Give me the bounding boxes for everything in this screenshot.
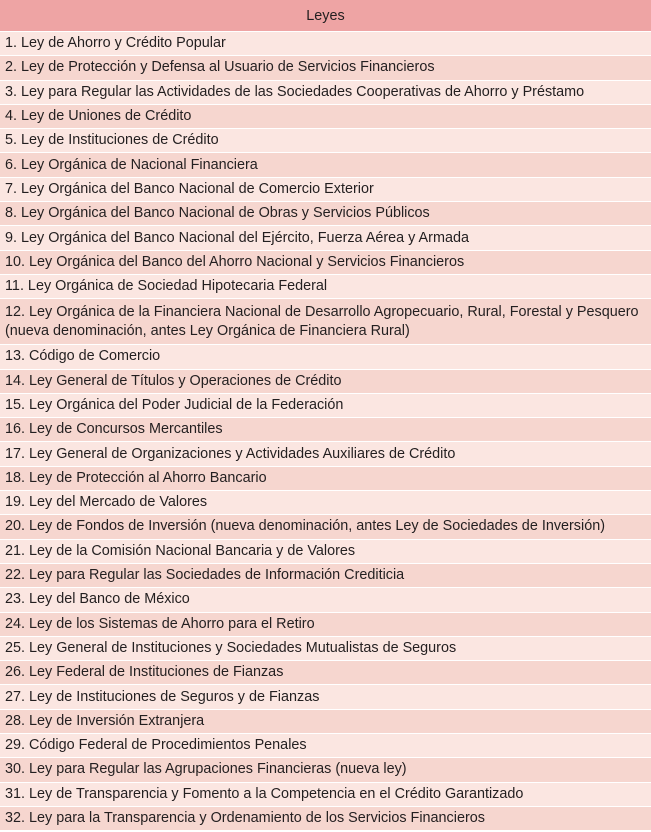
table-row	[0, 56, 651, 80]
column-header-leyes: Leyes	[0, 0, 651, 32]
law-item: 2. Ley de Protección y Defensa al Usuario de Servicios Financieros	[0, 56, 651, 80]
law-item: 17. Ley General de Organizaciones y Actividades Auxiliares de Crédito	[0, 442, 651, 466]
table-row	[0, 202, 651, 226]
law-item: 4. Ley de Uniones de Crédito	[0, 104, 651, 128]
law-item: 8. Ley Orgánica del Banco Nacional de Obras y Servicios Públicos	[0, 202, 651, 226]
law-item: 3. Ley para Regular las Actividades de las Sociedades Cooperativas de Ahorro y Préstamo	[0, 80, 651, 104]
law-item: 24. Ley de los Sistemas de Ahorro para el Retiro	[0, 612, 651, 636]
table-row	[0, 80, 651, 104]
table-row	[0, 32, 651, 56]
table-row	[0, 466, 651, 490]
table-row	[0, 636, 651, 660]
table-row	[0, 758, 651, 782]
law-item: 29. Código Federal de Procedimientos Penales	[0, 734, 651, 758]
table-row	[0, 345, 651, 369]
table-row	[0, 299, 651, 345]
law-item: 32. Ley para la Transparencia y Ordenamiento de los Servicios Financieros	[0, 806, 651, 830]
table-row	[0, 226, 651, 250]
law-item: 28. Ley de Inversión Extranjera	[0, 709, 651, 733]
law-item: 15. Ley Orgánica del Poder Judicial de la Federación	[0, 393, 651, 417]
law-item: 1. Ley de Ahorro y Crédito Popular	[0, 32, 651, 56]
table-row	[0, 782, 651, 806]
law-item: 23. Ley del Banco de México	[0, 588, 651, 612]
law-item: 7. Ley Orgánica del Banco Nacional de Comercio Exterior	[0, 177, 651, 201]
table-row	[0, 539, 651, 563]
table-row	[0, 418, 651, 442]
law-item: 6. Ley Orgánica de Nacional Financiera	[0, 153, 651, 177]
law-item: 5. Ley de Instituciones de Crédito	[0, 129, 651, 153]
table-row	[0, 274, 651, 298]
table-row	[0, 709, 651, 733]
table-header-row	[0, 0, 651, 32]
law-item: 11. Ley Orgánica de Sociedad Hipotecaria Federal	[0, 274, 651, 298]
table-row	[0, 515, 651, 539]
table-row	[0, 806, 651, 830]
law-item: 31. Ley de Transparencia y Fomento a la Competencia en el Crédito Garantizado	[0, 782, 651, 806]
table-row	[0, 442, 651, 466]
laws-list	[0, 32, 651, 831]
table-row	[0, 129, 651, 153]
law-item: 9. Ley Orgánica del Banco Nacional del Ejército, Fuerza Aérea y Armada	[0, 226, 651, 250]
table-row	[0, 250, 651, 274]
law-item: 22. Ley para Regular las Sociedades de Información Crediticia	[0, 563, 651, 587]
table-row	[0, 491, 651, 515]
law-item: 10. Ley Orgánica del Banco del Ahorro Nacional y Servicios Financieros	[0, 250, 651, 274]
law-item: 26. Ley Federal de Instituciones de Fianzas	[0, 661, 651, 685]
law-item: 21. Ley de la Comisión Nacional Bancaria y de Valores	[0, 539, 651, 563]
law-item: 25. Ley General de Instituciones y Sociedades Mutualistas de Seguros	[0, 636, 651, 660]
table-row	[0, 588, 651, 612]
law-item: 13. Código de Comercio	[0, 345, 651, 369]
law-item: 16. Ley de Concursos Mercantiles	[0, 418, 651, 442]
table-row	[0, 153, 651, 177]
table-row	[0, 661, 651, 685]
table-row	[0, 563, 651, 587]
table-row	[0, 612, 651, 636]
table-row	[0, 177, 651, 201]
law-item: 27. Ley de Instituciones de Seguros y de Fianzas	[0, 685, 651, 709]
law-item: 30. Ley para Regular las Agrupaciones Financieras (nueva ley)	[0, 758, 651, 782]
table-row	[0, 685, 651, 709]
law-item: 19. Ley del Mercado de Valores	[0, 491, 651, 515]
law-item: 18. Ley de Protección al Ahorro Bancario	[0, 466, 651, 490]
table-row	[0, 734, 651, 758]
law-item: 20. Ley de Fondos de Inversión (nueva denominación, antes Ley de Sociedades de Inversión)	[0, 515, 651, 539]
law-item: 14. Ley General de Títulos y Operaciones de Crédito	[0, 369, 651, 393]
table-row	[0, 369, 651, 393]
table-row	[0, 393, 651, 417]
table-row	[0, 104, 651, 128]
law-item: 12. Ley Orgánica de la Financiera Nacional de Desarrollo Agropecuario, Rural, Forestal y Pesquero (nueva denominación, antes Ley Orgánica de Financiera Rural)	[0, 299, 651, 345]
